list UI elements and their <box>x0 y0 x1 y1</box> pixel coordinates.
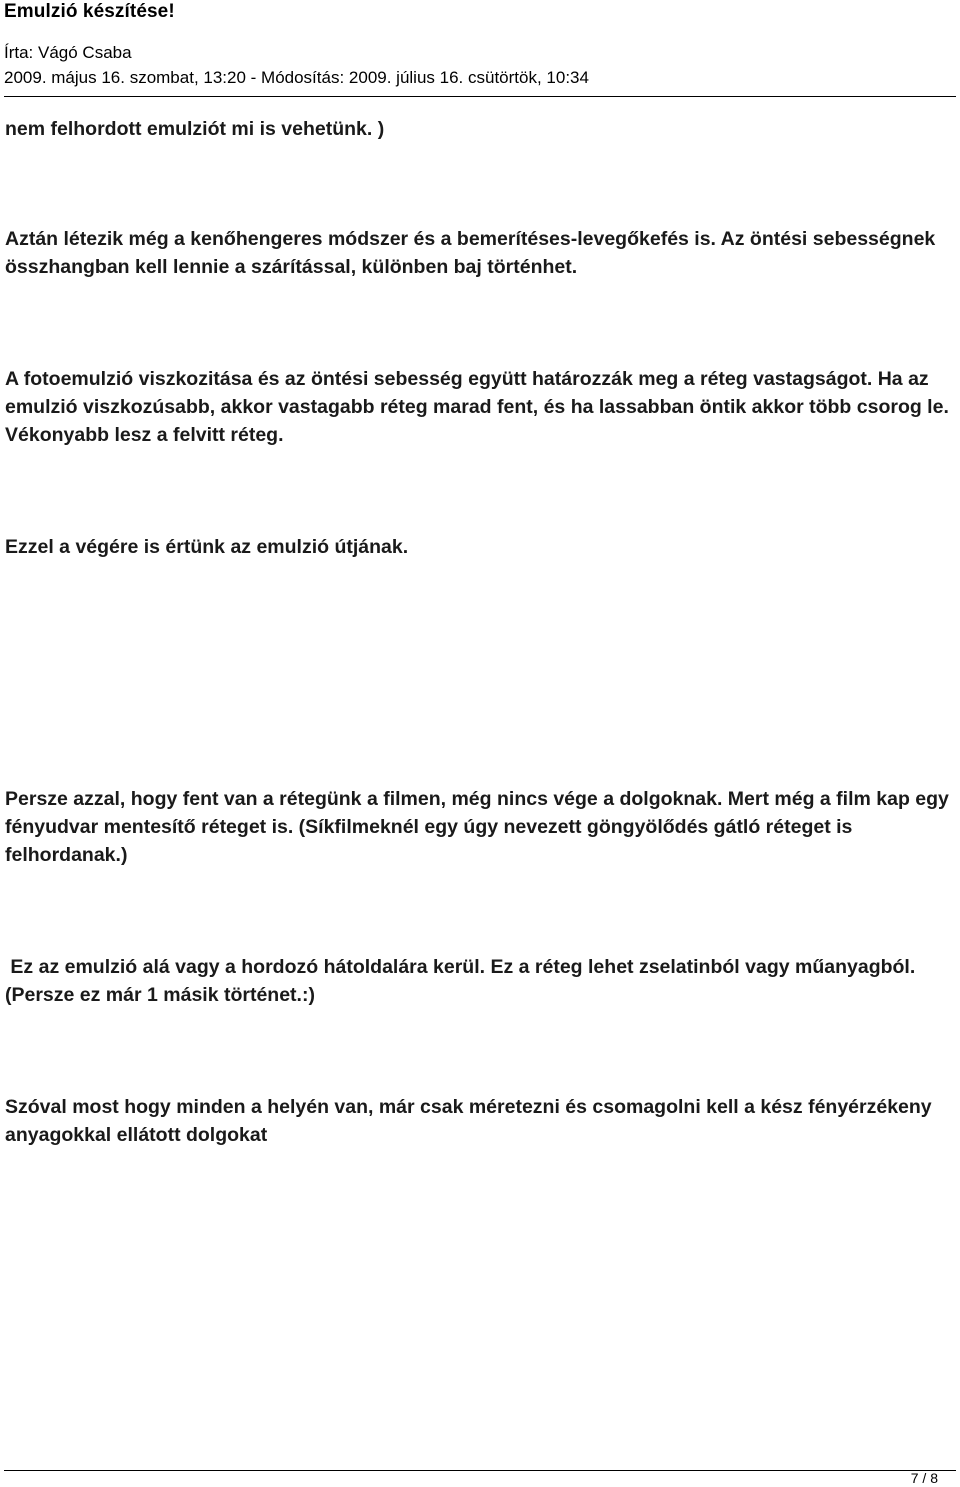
page-number: 7 / 8 <box>910 1470 938 1486</box>
author-line: Írta: Vágó Csaba <box>4 43 132 62</box>
paragraph: Ez az emulzió alá vagy a hordozó hátoldalára kerül. Ez a réteg lehet zselatinból vagy műanyagból. (Persze ez már 1 másik történet.:) <box>5 956 921 1006</box>
paragraph: nem felhordott emulziót mi is vehetünk. ) <box>5 118 385 140</box>
date-line: 2009. május 16. szombat, 13:20 - Módosítás: 2009. július 16. csütörtök, 10:34 <box>4 68 589 87</box>
header-divider <box>4 96 956 97</box>
paragraph: Ezzel a végére is értünk az emulzió útjának. <box>5 536 409 558</box>
paragraph: A fotoemulzió viszkozitása és az öntési sebesség együtt határozzák meg a réteg vastagságot. Ha az emulzió viszkozúsabb, akkor vastagabb réteg marad fent, és ha lassabban öntik akkor több csorog le. Vékonyabb lesz a felvitt réteg. <box>5 368 949 446</box>
footer-divider <box>4 1470 956 1471</box>
paragraph: Aztán létezik még a kenőhengeres módszer és a bemerítéses-levegőkefés is. Az öntési sebességnek összhangban kell lennie a szárítással, különben baj történhet. <box>5 228 936 278</box>
paragraph: Persze azzal, hogy fent van a rétegünk a filmen, még nincs vége a dolgoknak. Mert még a film kap egy fényudvar mentesítő réteget is. (Síkfilmeknél egy úgy nevezett göngyölődés gátló réteget is felhordanak.) <box>5 788 949 866</box>
document-title: Emulzió készítése! <box>4 1 175 22</box>
paragraph: Szóval most hogy minden a helyén van, már csak méretezni és csomagolni kell a kész fényérzékeny anyagokkal ellátott dolgokat <box>5 1096 932 1146</box>
